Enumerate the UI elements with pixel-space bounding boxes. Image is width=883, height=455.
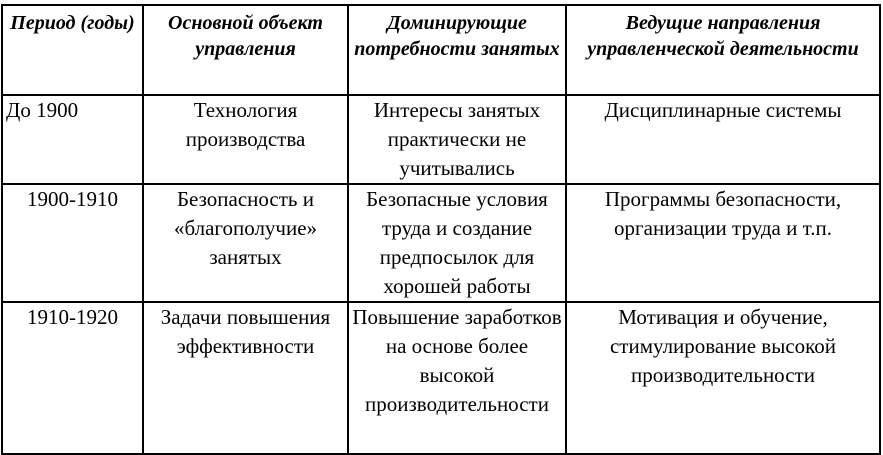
cell-management-object: Безопасность и «благополучие» занятых [143,184,348,302]
cell-dominant-needs: Безопасные условия труда и создание предпосылок для хорошей работы [348,184,566,302]
cell-dominant-needs: Повышение заработков на основе более высокой производительности [348,302,566,454]
cell-leading-directions: Дисциплинарные системы [566,95,880,184]
header-management-object: Основной объект управления [143,5,348,95]
table-row [2,184,880,302]
cell-management-object: Технология производства [143,95,348,184]
table-header-row [2,5,880,95]
cell-period: 1910-1920 [2,302,143,454]
table-row [2,302,880,454]
cell-management-object: Задачи повышения эффективности [143,302,348,454]
cell-dominant-needs: Интересы занятых практически не учитывались [348,95,566,184]
management-history-table [1,4,881,455]
cell-period: 1900-1910 [2,184,143,302]
cell-period: До 1900 [2,95,143,184]
header-period: Период (годы) [2,5,143,95]
header-dominant-needs: Доминирующие потребности занятых [348,5,566,95]
cell-leading-directions: Мотивация и обучение, стимулирование высокой производительности [566,302,880,454]
table-row [2,95,880,184]
cell-leading-directions: Программы безопасности, организации труда и т.п. [566,184,880,302]
header-leading-directions: Ведущие направления управленческой деятельности [566,5,880,95]
